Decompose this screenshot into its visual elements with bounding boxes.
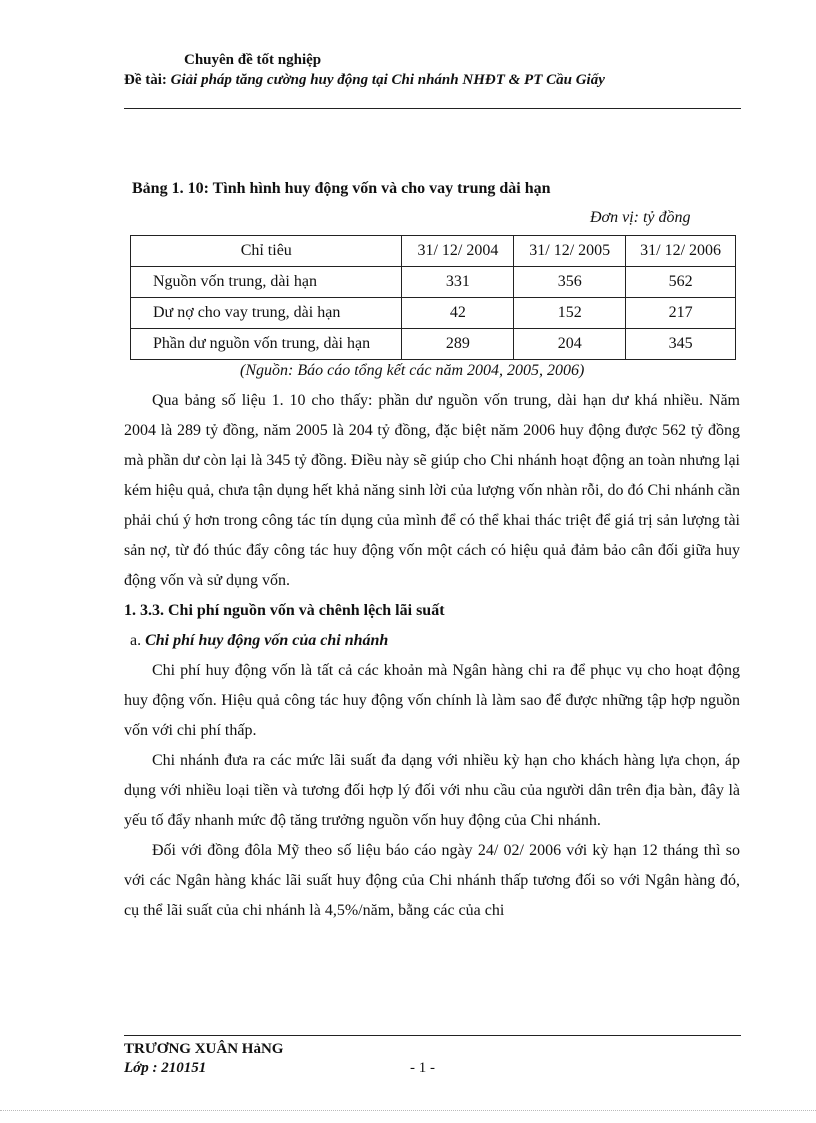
column-header: 31/ 12/ 2004 <box>402 236 514 267</box>
footer-divider <box>124 1035 741 1036</box>
report-type: Chuyên đề tốt nghiệp <box>184 52 322 68</box>
table-row <box>131 298 736 329</box>
row-label: Nguồn vốn trung, dài hạn <box>131 267 402 298</box>
page-footer <box>124 1040 741 1078</box>
subsection-heading <box>124 626 740 656</box>
table-row <box>131 267 736 298</box>
author-class: Lớp : 210151 <box>124 1060 207 1076</box>
table-title: Bảng 1. 10: Tình hình huy động vốn và cho vay trung dài hạn <box>132 180 551 197</box>
table-cell: 331 <box>402 267 514 298</box>
table-cell: 217 <box>626 298 736 329</box>
table-unit: Đơn vị: tỷ đồng <box>590 209 691 226</box>
topic-title: Giải pháp tăng cường huy động tại Chi nhánh NHĐT & PT Cầu Giấy <box>170 72 605 88</box>
table-cell: 204 <box>514 329 626 360</box>
author-name: TRƯƠNG XUÂN HảNG <box>124 1041 284 1057</box>
column-header: 31/ 12/ 2006 <box>626 236 736 267</box>
page-header <box>124 50 744 90</box>
paragraph: Chi phí huy động vốn là tất cả các khoản mà Ngân hàng chi ra để phục vụ cho hoạt động huy động vốn. Hiệu quả công tác huy động vốn chính là làm sao để được những tập hợp nguồn vốn với chi phí thấp. <box>124 662 740 739</box>
table-cell: 42 <box>402 298 514 329</box>
column-header: Chỉ tiêu <box>131 236 402 267</box>
table-cell: 562 <box>626 267 736 298</box>
paragraph: Đối với đồng đôla Mỹ theo số liệu báo cáo ngày 24/ 02/ 2006 với kỳ hạn 12 tháng thì so với các Ngân hàng khác lãi suất huy động của Chi nhánh thấp tương đối so với Ngân hàng đó, cụ thể lãi suất của chi nhánh là 4,5%/năm, bằng các của chi <box>124 842 740 919</box>
section-heading: 1. 3.3. Chi phí nguồn vốn và chênh lệch lãi suất <box>124 602 445 619</box>
page-number: - 1 - <box>410 1060 435 1076</box>
table-cell: 356 <box>514 267 626 298</box>
subsection-title: Chi phí huy động vốn của chi nhánh <box>145 632 389 649</box>
topic-line <box>124 70 744 90</box>
topic-prefix: Đề tài: <box>124 72 171 88</box>
subsection-marker: a. <box>130 632 146 649</box>
table-row <box>131 329 736 360</box>
capital-table <box>130 235 736 360</box>
table-header-row <box>131 236 736 267</box>
paragraph: Qua bảng số liệu 1. 10 cho thấy: phần dư nguồn vốn trung, dài hạn dư khá nhiều. Năm 2004 là 289 tỷ đồng, năm 2005 là 204 tỷ đồng, đặc biệt năm 2006 huy động được 562 tỷ đồng mà phần dư còn lại là 345 tỷ đồng. Điều này sẽ giúp cho Chi nhánh hoạt động an toàn nhưng lại kém hiệu quả, chưa tận dụng hết khả năng sinh lời của lượng vốn nhàn rỗi, do đó Chi nhánh cần phải chú ý hơn trong công tác tín dụng của mình để có thể khai thác triệt để giá trị sản lượng tài sản nợ, từ đó thúc đẩy công tác huy động vốn một cách có hiệu quả đảm bảo cân đối giữa huy động vốn và sử dụng vốn. <box>124 392 740 589</box>
table-cell: 345 <box>626 329 736 360</box>
header-divider <box>124 108 741 109</box>
page-bottom-edge <box>0 1110 816 1111</box>
row-label: Phần dư nguồn vốn trung, dài hạn <box>131 329 402 360</box>
table-cell: 152 <box>514 298 626 329</box>
table-source: (Nguồn: Báo cáo tổng kết các năm 2004, 2005, 2006) <box>240 362 585 379</box>
column-header: 31/ 12/ 2005 <box>514 236 626 267</box>
table-cell: 289 <box>402 329 514 360</box>
row-label: Dư nợ cho vay trung, dài hạn <box>131 298 402 329</box>
paragraph: Chi nhánh đưa ra các mức lãi suất đa dạng với nhiều kỳ hạn cho khách hàng lựa chọn, áp dụng với nhiều loại tiền và tương đối hợp lý đối với nhu cầu của người dân trên địa bàn, đây là yếu tố đẩy nhanh mức độ tăng trưởng nguồn vốn huy động của Chi nhánh. <box>124 752 740 829</box>
body-text <box>124 386 740 926</box>
